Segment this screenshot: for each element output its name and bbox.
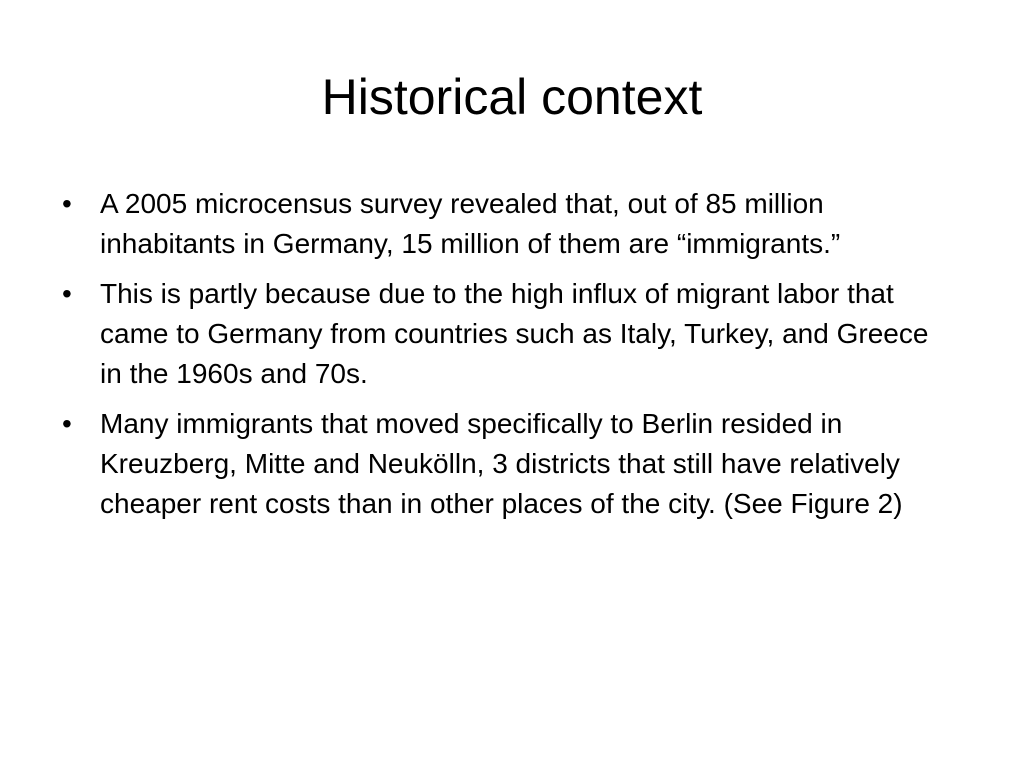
bullet-item bbox=[56, 184, 956, 264]
bullet-text: Many immigrants that moved specifically to Berlin resided in Kreuzberg, Mitte and Neukölln, 3 districts that still have relatively cheaper rent costs than in other places of the city. (See Figure 2) bbox=[100, 408, 903, 519]
bullet-text: This is partly because due to the high influx of migrant labor that came to Germany from countries such as Italy, Turkey, and Greece in the 1960s and 70s. bbox=[100, 278, 929, 389]
bullet-icon: • bbox=[62, 188, 72, 219]
slide-title: Historical context bbox=[321, 69, 703, 125]
bullet-text: A 2005 microcensus survey revealed that, out of 85 million inhabitants in Germany, 15 million of them are “immigrants.” bbox=[100, 188, 841, 259]
bullet-icon: • bbox=[62, 408, 72, 439]
bullet-item bbox=[56, 404, 956, 524]
bullet-item bbox=[56, 274, 956, 394]
bullet-list bbox=[56, 184, 956, 534]
bullet-icon: • bbox=[62, 278, 72, 309]
